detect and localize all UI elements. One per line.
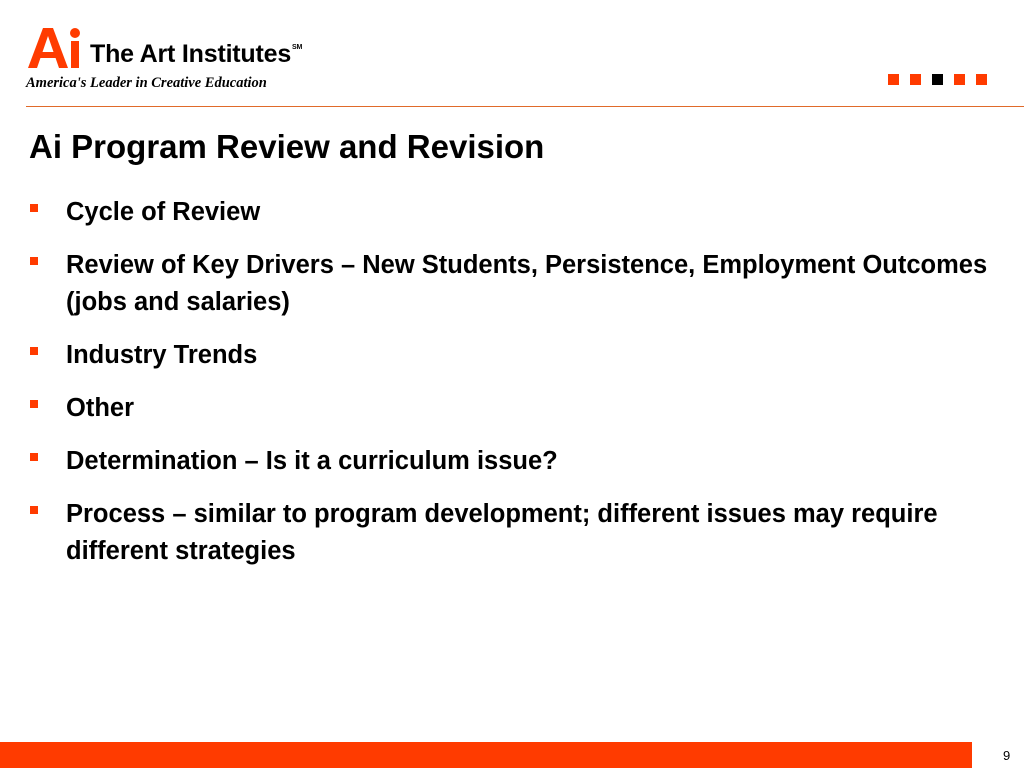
bullet-list	[30, 194, 990, 586]
decorative-squares	[888, 74, 998, 86]
bullet-item	[30, 390, 990, 427]
bullet-text: Process – similar to program development; different issues may require different strategies	[66, 500, 938, 565]
header-divider	[26, 106, 1024, 107]
bullet-text: Cycle of Review	[66, 198, 261, 226]
bullet-item	[30, 194, 990, 231]
square-icon	[910, 74, 921, 85]
slide-title: Ai Program Review and Revision	[29, 128, 545, 165]
trademark-mark: SM	[292, 44, 303, 51]
brand-tagline: America's Leader in Creative Education	[26, 75, 267, 91]
square-icon	[976, 74, 987, 85]
page-number: 9	[1003, 748, 1011, 763]
footer-bar	[0, 742, 972, 768]
square-icon	[954, 74, 965, 85]
bullet-square-icon	[30, 400, 38, 408]
bullet-text: Review of Key Drivers – New Students, Persistence, Employment Outcomes (jobs and salaries)	[66, 251, 988, 316]
bullet-square-icon	[30, 347, 38, 355]
bullet-square-icon	[30, 257, 38, 265]
square-icon	[888, 74, 899, 85]
square-icon	[932, 74, 943, 85]
ai-logo-icon	[26, 24, 88, 70]
bullet-item	[30, 496, 990, 570]
bullet-item	[30, 443, 990, 480]
bullet-square-icon	[30, 453, 38, 461]
bullet-text: Other	[66, 394, 135, 422]
bullet-square-icon	[30, 204, 38, 212]
bullet-text: Industry Trends	[66, 341, 258, 369]
bullet-text: Determination – Is it a curriculum issue?	[66, 447, 558, 475]
bullet-item	[30, 247, 990, 321]
bullet-square-icon	[30, 506, 38, 514]
brand-name: The Art Institutes℠	[90, 40, 303, 68]
slide-header	[0, 0, 1024, 108]
bullet-item	[30, 337, 990, 374]
